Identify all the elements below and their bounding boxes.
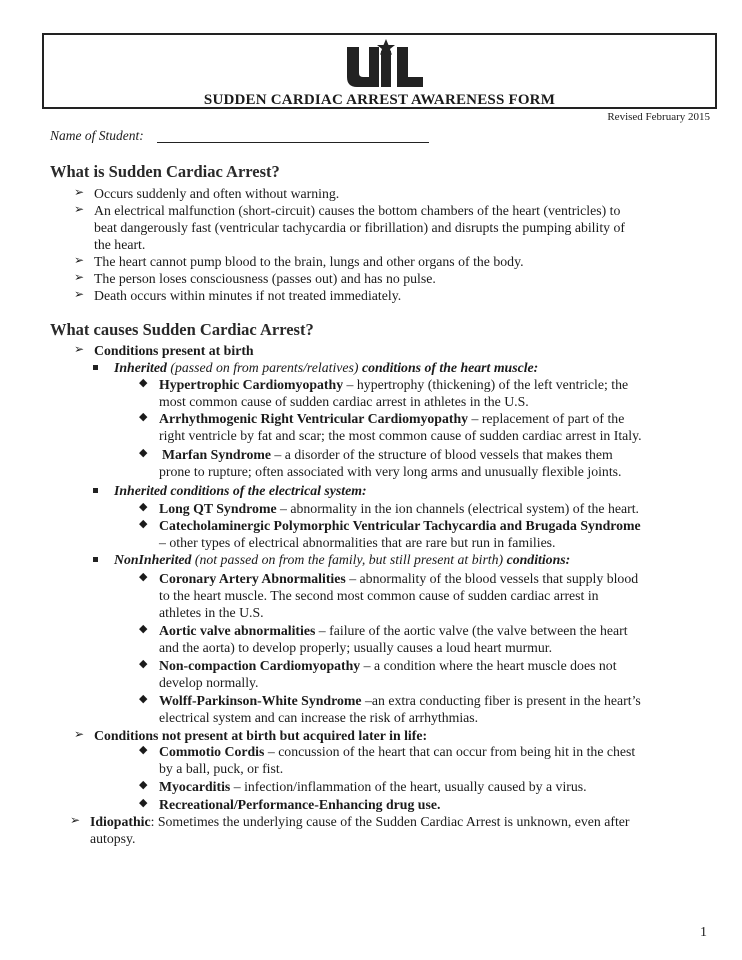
category-inherited-muscle: Inherited (passed on from parents/relatives) conditions of the heart muscle: — [114, 360, 539, 375]
condition-item: Non-compaction Cardiomyopathy – a condition where the heart muscle does not — [159, 658, 617, 673]
condition-text: prone to rupture; often associated with very long arms and unusually flexible joints. — [159, 464, 622, 479]
diamond-bullet-icon: ◆ — [139, 692, 148, 705]
arrow-bullet-icon: ➢ — [74, 287, 85, 301]
section-heading-what-is: What is Sudden Cardiac Arrest? — [50, 162, 280, 181]
diamond-bullet-icon: ◆ — [139, 796, 148, 809]
condition-item: Recreational/Performance-Enhancing drug use. — [159, 797, 441, 812]
bullet-text: Death occurs within minutes if not treated immediately. — [94, 288, 402, 303]
diamond-bullet-icon: ◆ — [139, 622, 148, 635]
bullet-text: An electrical malfunction (short-circuit) causes the bottom chambers of the heart (ventricles) to — [94, 203, 621, 218]
subheading-later: Conditions not present at birth but acquired later in life: — [94, 728, 428, 743]
condition-text: and the aorta) to develop properly; usually causes a loud heart murmur. — [159, 640, 553, 655]
uil-logo — [341, 39, 429, 87]
condition-text: by a ball, puck, or fist. — [159, 761, 284, 776]
condition-text: to the heart muscle. The second most common cause of sudden cardiac arrest in — [159, 588, 599, 603]
condition-item: Hypertrophic Cardiomyopathy – hypertrophy (thickening) of the left ventricle; the — [159, 377, 629, 392]
diamond-bullet-icon: ◆ — [139, 446, 148, 459]
square-bullet-icon — [93, 365, 98, 370]
condition-text: electrical system and can increase the risk of arrhythmias. — [159, 710, 479, 725]
form-title: SUDDEN CARDIAC ARREST AWARENESS FORM — [203, 92, 556, 108]
arrow-bullet-icon: ➢ — [74, 202, 85, 216]
diamond-bullet-icon: ◆ — [139, 376, 148, 389]
condition-text: athletes in the U.S. — [159, 605, 264, 620]
arrow-bullet-icon: ➢ — [74, 253, 85, 267]
student-name-field[interactable] — [157, 142, 429, 143]
diamond-bullet-icon: ◆ — [139, 517, 148, 530]
bullet-text: the heart. — [94, 237, 146, 252]
diamond-bullet-icon: ◆ — [139, 570, 148, 583]
category-noninherited: NonInherited (not passed on from the family, but still present at birth) conditions: — [114, 552, 571, 567]
idiopathic-item: Idiopathic: Sometimes the underlying cause of the Sudden Cardiac Arrest is unknown, even after — [90, 814, 630, 829]
diamond-bullet-icon: ◆ — [139, 743, 148, 756]
square-bullet-icon — [93, 557, 98, 562]
arrow-bullet-icon: ➢ — [74, 185, 85, 199]
condition-item: Myocarditis – infection/inflammation of the heart, usually caused by a virus. — [159, 779, 587, 794]
condition-text: most common cause of sudden cardiac arrest in athletes in the U.S. — [159, 394, 529, 409]
condition-item: Catecholaminergic Polymorphic Ventricular Tachycardia and Brugada Syndrome — [159, 518, 641, 533]
arrow-bullet-icon: ➢ — [74, 727, 85, 741]
square-bullet-icon — [93, 488, 98, 493]
student-name-label: Name of Student: — [50, 128, 144, 143]
arrow-bullet-icon: ➢ — [70, 813, 81, 827]
condition-item: Commotio Cordis – concussion of the heart that can occur from being hit in the chest — [159, 744, 636, 759]
idiopathic-text: autopsy. — [90, 831, 136, 846]
revised-date: Revised February 2015 — [607, 111, 710, 123]
condition-item: Aortic valve abnormalities – failure of the aortic valve (the valve between the heart — [159, 623, 628, 638]
arrow-bullet-icon: ➢ — [74, 342, 85, 356]
condition-item: Coronary Artery Abnormalities – abnormality of the blood vessels that supply blood — [159, 571, 639, 586]
page-number: 1 — [700, 925, 707, 940]
condition-text: develop normally. — [159, 675, 259, 690]
subheading-birth: Conditions present at birth — [94, 343, 254, 358]
section-heading-causes: What causes Sudden Cardiac Arrest? — [50, 320, 314, 339]
diamond-bullet-icon: ◆ — [139, 657, 148, 670]
condition-text: right ventricle by fat and scar; the most common cause of sudden cardiac arrest in Italy. — [159, 428, 642, 443]
bullet-text: The heart cannot pump blood to the brain, lungs and other organs of the body. — [94, 254, 524, 269]
condition-item: Long QT Syndrome – abnormality in the ion channels (electrical system) of the heart. — [159, 501, 640, 516]
category-inherited-electrical: Inherited conditions of the electrical system: — [114, 483, 367, 498]
arrow-bullet-icon: ➢ — [74, 270, 85, 284]
diamond-bullet-icon: ◆ — [139, 500, 148, 513]
bullet-text: beat dangerously fast (ventricular tachycardia or fibrillation) and disrupts the pumping ability of — [94, 220, 626, 235]
condition-item: Arrhythmogenic Right Ventricular Cardiomyopathy – replacement of part of the — [159, 411, 625, 426]
form-header — [42, 33, 717, 109]
condition-item: Marfan Syndrome – a disorder of the structure of blood vessels that makes them — [162, 447, 613, 462]
bullet-text: Occurs suddenly and often without warning. — [94, 186, 340, 201]
condition-item: Wolff-Parkinson-White Syndrome –an extra conducting fiber is present in the heart’s — [159, 693, 641, 708]
bullet-text: The person loses consciousness (passes out) and has no pulse. — [94, 271, 436, 286]
diamond-bullet-icon: ◆ — [139, 410, 148, 423]
diamond-bullet-icon: ◆ — [139, 778, 148, 791]
condition-text: – other types of electrical abnormalities that are rare but run in families. — [159, 535, 556, 550]
